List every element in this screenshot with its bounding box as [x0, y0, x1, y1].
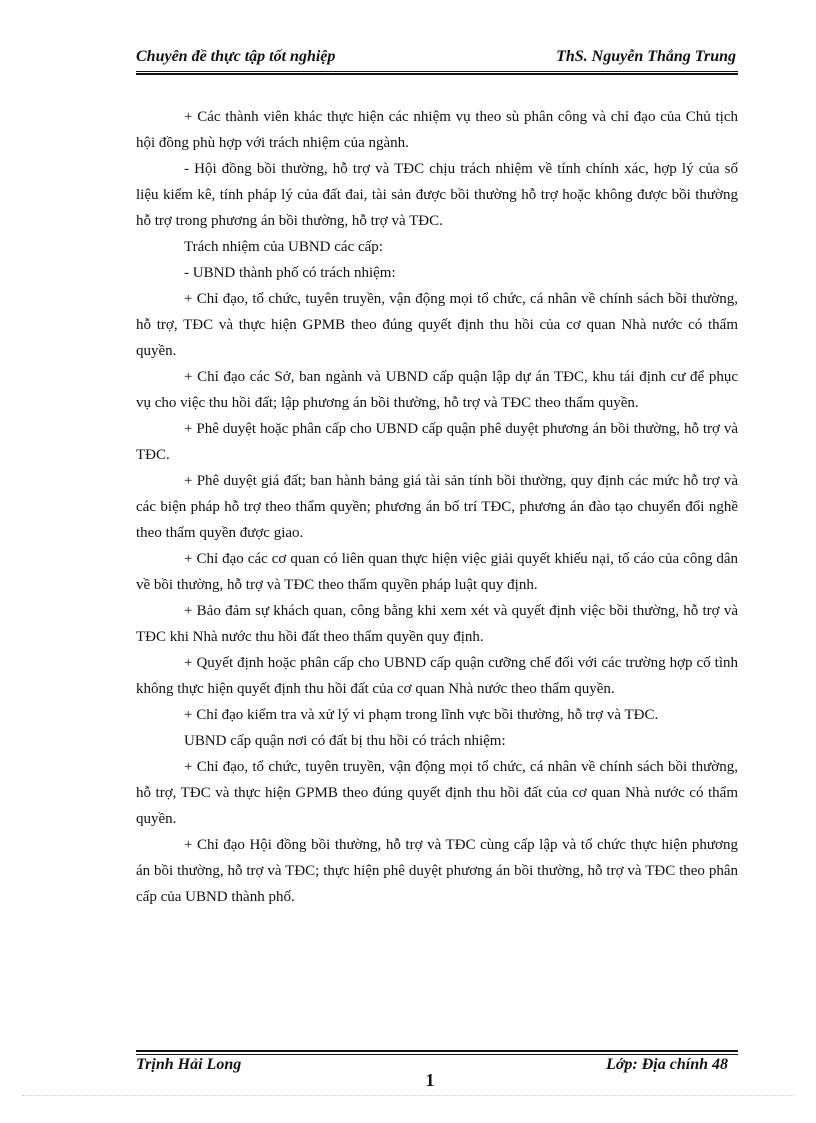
paragraph: + Phê duyệt giá đất; ban hành bảng giá tài sản tính bồi thường, quy định các mức hỗ trợ và các biện pháp hỗ trợ theo thẩm quyền; phương án bố trí TĐC, phương án đào tạo chuyển đổi nghề theo thẩm quyền được giao. — [136, 473, 738, 541]
paragraph: + Bảo đảm sự khách quan, công bằng khi xem xét và quyết định việc bồi thường, hỗ trợ và TĐC khi Nhà nước thu hồi đất theo thẩm quyền quy định. — [136, 603, 738, 645]
header-rule-thick — [136, 73, 738, 75]
paragraph: UBND cấp quận nơi có đất bị thu hồi có trách nhiệm: — [184, 733, 506, 749]
page-number: 1 — [425, 1070, 435, 1090]
header-document-title: Chuyên đề thực tập tốt nghiệp — [136, 48, 336, 65]
paragraph: + Phê duyệt hoặc phân cấp cho UBND cấp quận phê duyệt phương án bồi thường, hỗ trợ và TĐC. — [136, 421, 738, 463]
paragraph: + Quyết định hoặc phân cấp cho UBND cấp quận cưỡng chế đối với các trường hợp cố tình không thực hiện quyết định thu hồi đất của cơ quan Nhà nước theo thẩm quyền. — [136, 655, 738, 697]
paragraph: - UBND thành phố có trách nhiệm: — [184, 265, 396, 281]
paragraph: Trách nhiệm của UBND các cấp: — [184, 239, 383, 255]
header-supervisor: ThS. Nguyễn Thắng Trung — [556, 48, 736, 65]
footer-rule-thin — [136, 1054, 738, 1055]
paragraph: - Hội đồng bồi thường, hỗ trợ và TĐC chịu trách nhiệm về tính chính xác, hợp lý của số liệu kiểm kê, tính pháp lý của đất đai, tài sản được bồi thường hỗ trợ hoặc không được bồi thường hỗ trợ trong phương án bồi thường, hỗ trợ và TĐC. — [136, 161, 738, 229]
footer-author: Trịnh Hải Long — [136, 1056, 242, 1073]
paragraph: + Các thành viên khác thực hiện các nhiệm vụ theo sù phân công và chỉ đạo của Chủ tịch hội đồng phù hợp với trách nhiệm của ngành. — [136, 109, 738, 151]
paragraph: + Chỉ đạo các Sở, ban ngành và UBND cấp quận lập dự án TĐC, khu tái định cư để phục vụ cho việc thu hồi đất; lập phương án bồi thường, hỗ trợ và TĐC theo thẩm quyền. — [136, 369, 738, 411]
header-rule-thin — [136, 71, 738, 72]
paragraph: + Chỉ đạo kiểm tra và xử lý vi phạm trong lĩnh vực bồi thường, hỗ trợ và TĐC. — [184, 707, 659, 723]
paragraph: + Chỉ đạo Hội đồng bồi thường, hỗ trợ và TĐC cùng cấp lập và tổ chức thực hiện phương án bồi thường, hỗ trợ và TĐC; thực hiện phê duyệt phương án bồi thường, hỗ trợ và TĐC theo phân cấp của UBND thành phố. — [136, 837, 738, 905]
paragraph: + Chỉ đạo, tổ chức, tuyên truyền, vận động mọi tổ chức, cá nhân về chính sách bồi thường, hỗ trợ, TĐC và thực hiện GPMB theo đúng quyết định thu hồi của cơ quan Nhà nước có thẩm quyền. — [136, 291, 738, 359]
footer-class: Lớp: Địa chính 48 — [606, 1056, 728, 1073]
paragraph: + Chỉ đạo các cơ quan có liên quan thực hiện việc giải quyết khiếu nại, tố cáo của công dân về bồi thường, hỗ trợ và TĐC theo thẩm quyền pháp luật quy định. — [136, 551, 738, 593]
paragraph: + Chỉ đạo, tổ chức, tuyên truyền, vận động mọi tổ chức, cá nhân về chính sách bồi thường, hỗ trợ, TĐC và thực hiện GPMB theo đúng quyết định thu hồi đất của cơ quan Nhà nước có thẩm quyền. — [136, 759, 738, 827]
page-header — [136, 48, 736, 70]
footer-rule-thick — [136, 1050, 738, 1052]
document-body — [136, 104, 738, 910]
page-bottom-dotted-line — [22, 1095, 794, 1096]
